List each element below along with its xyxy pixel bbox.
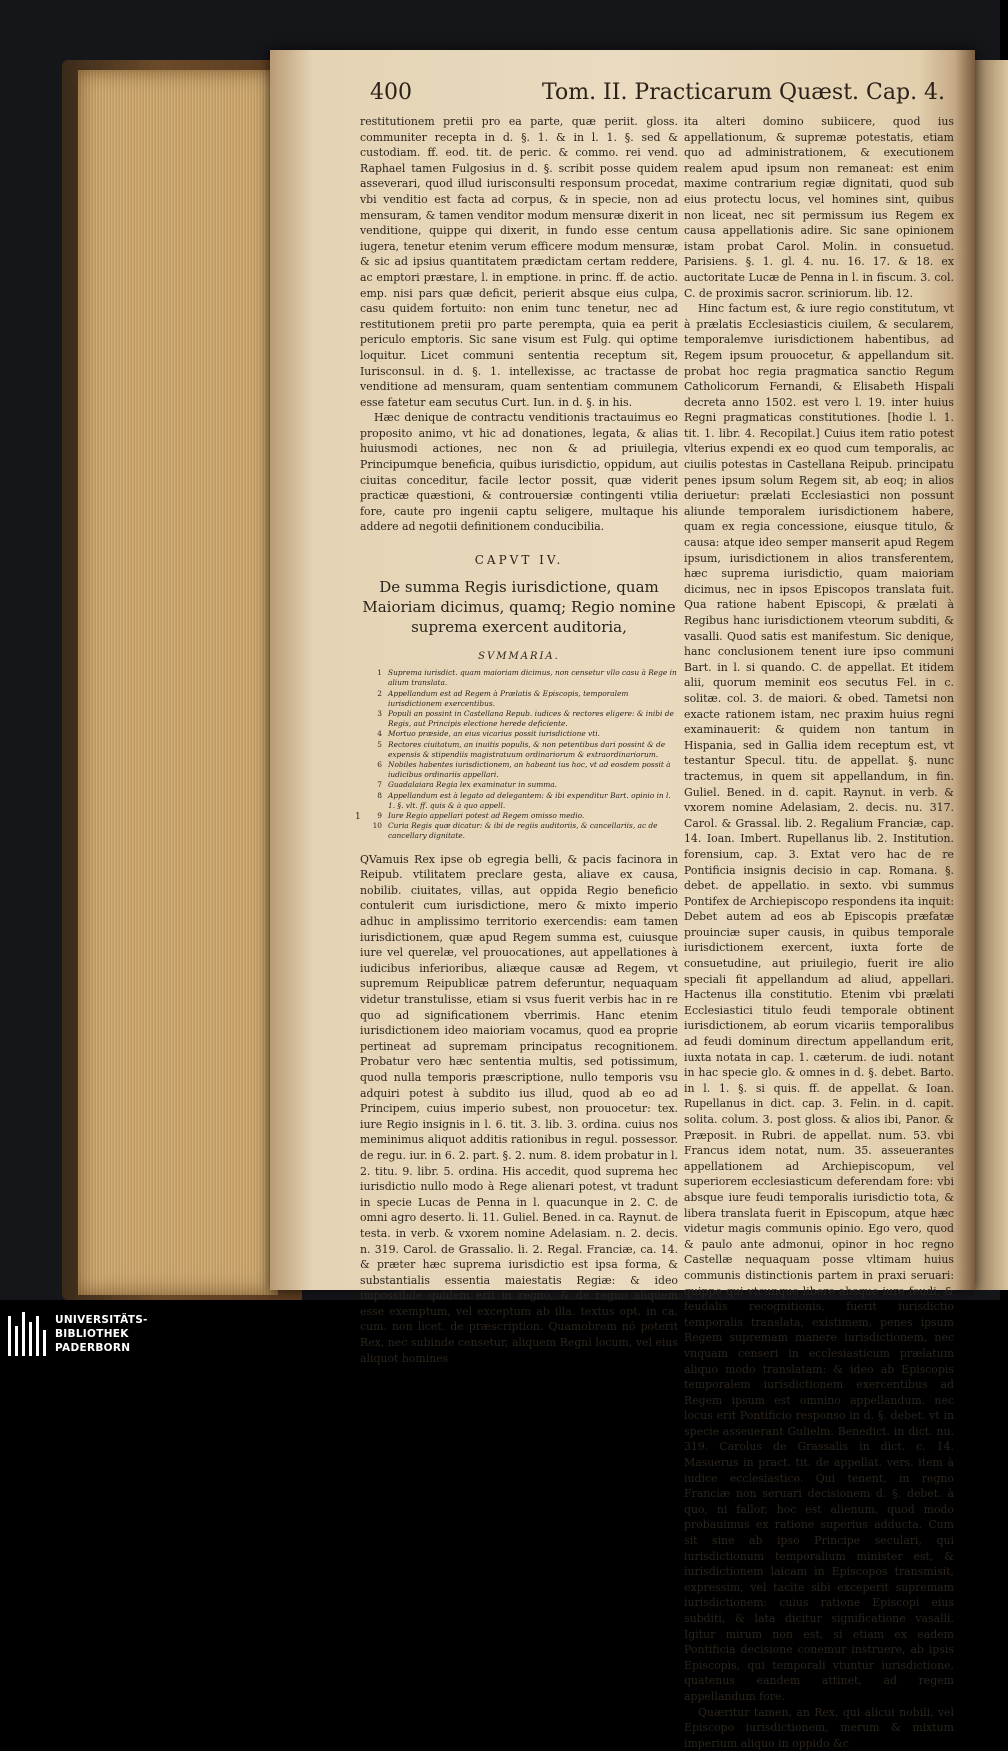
summary-item-text: Rectores ciuitatum, an inuitis populis, & non petentibus dari possint & de expensis & stipendiis magistratuum ordinariorum & extraordinariorum. <box>388 739 666 759</box>
summary-item-text: Nobiles habentes iurisdictionem, an habeant ius hoc, vt ad eosdem possit à iudicibus ordinariis appellari. <box>388 760 671 780</box>
summary-item-text: Populi an possint in Castellana Repub. iudices & rectores eligere: & inibi de Regis, aut Principis electione herede deficiente. <box>388 709 674 729</box>
summaria-heading: SVMMARIA. <box>478 650 560 662</box>
page-edges <box>78 70 278 1295</box>
running-title: Tom. II. Practicarum Quæst. Cap. 4. <box>542 80 946 105</box>
library-name-line: PADERBORN <box>55 1342 131 1354</box>
summary-item <box>360 668 678 688</box>
summary-item-number: 10 <box>372 821 382 831</box>
summary-item-number: 4 <box>377 729 382 739</box>
summary-item <box>360 821 678 841</box>
paragraph: Quæritur tamen, an Rex, qui alicui nobili, vel Episcopo iurisdictionem, merum & mixtum imperium aliquo in oppido &c <box>684 1705 954 1750</box>
summary-item-text: Appellandum est à legato ad delegantem: & ibi expenditur Bart. opinio in l. 1. §. vlt. ff. quis & à quo appell. <box>388 790 671 810</box>
paragraph: Hinc factum est, & iure regio constitutum, vt à prælatis Ecclesiasticis ciuilem, & secularem, temporalemve iurisdictionem habentibus, ad Regem ipsum prouocetur, & appellandum sit. probat hoc regia pragmatica sanctio Regum Catholicorum Fernandi, & Elisabeth Hispali decreta anno 1502. est vero l. 19. inter huius Regni pragmaticas constitutiones. [hodie l. 1. tit. 1. libr. 4. Recopilat.] Cuius item ratio potest vlterius expendi ex eo quod cum temporalis, ac ciuilis potestas in Castellana Reipub. principatu penes ipsum solum Regem sit, ab eoq; in alios deriuetur: prælati Ecclesiastici non possunt aliunde temporalem iurisdictionem habere, quam ex regia concessione, eiusque titulo, & causa: atque ideo semper manserit apud Regem ipsum, iurisdictionem in alios transferentem, hæc suprema iurisdictio, quam maioriam dicimus, nec in ipsos Episcopos translata fuit. Qua ratione habent Episcopi, & prælati à Regibus hanc iurisdictionem vteorum subditi, & vasalli. Quod satis est manifestum. Sic denique, hanc conclusionem tenent iure ipso communi Bart. in l. si quando. C. de appellat. Et itidem alii, quorum meminit eos secutus Fel. in c. solitæ. col. 3. de maiori. & obed. Tametsi non exacte rationem istam, nec praxim huius regni examinauerit: & quidem non tantum in Hispania, sed in Gallia idem receptum est, vt testantur Specul. titu. de appellat. §. nunc tractemus, in quem sit appellandum, in fin. Guliel. Bened. in d. capit. Raynut. in verb. & vxorem nomine Adelasiam, 2. decis. nu. 317. Carol. & Grassal. lib. 2. Regalium Franciæ, cap. 14. Ioan. Imbert. Rupellanus lib. 2. Institution. forensium, cap. 3. Extat vero hac de re Pontificia insignis decisio in cap. Romana. §. debet. de appellatio. in sexto. vbi summus Pontifex de Archiepiscopo respondens ita inquit: Debet autem ad eos ab Episcopis præfatæ prouinciæ super causis, in quibus temporale iurisdictionem exercent, iuxta forte de consuetudine, aut priuilegio, fuerit ire alio speciali fit appellandum ad aliud, appellari. Hactenus illa constitutio. Etenim vbi prælati Ecclesiastici titulo feudi temporale obtinent iurisdictionem, ab eorum vicariis temporalibus ad feudi dominum directum appellandum erit, iuxta notata in cap. 1. cæterum. de iudi. notant in hac specie glo. & omnes in d. §. debet. Barto. in l. 1. §. si quis. ff. de appellat. & Ioan. Rupellanus in dict. cap. 3. Felin. in d. capit. solita. colum. 3. post gloss. & alios ibi, Panor. & Præposit. in Rubri. de appellat. num. 53. vbi Francus idem notat, num. 35. asseuerantes appellationem ad Archiepiscopum, vel superiorem ecclesiasticum deferendam fore: vbi absque iure feudi temporalis iurisdictio tota, & libera translata fuerit in Episcopum, atque hæc videtur magis communis opinio. Ego vero, quod & paulo ante admonui, opinor in hoc regno Castellæ nequaquam posse vltimam huius communis distinctionis partem in praxi seruari: quippe qui vtcunque libere absque iure feudi, & feudalis recognitionis, fuerit iurisdictio temporalis translata, existimem, penes ipsum Regem supremam manere iurisdictionem, nec vnquam censeri in ecclesiasticum prælatum aliquo modo translatam: & ideo ab Episcopis temporalem iurisdictionem exercentibus ad Regem ipsum est omnino appellandum. nec locus erit Pontificio responso in d. §. debet. vt in specie asseuerant Gulielm. Benedict. in dict. nu. 319. Carolus de Grassalis in dict. c. 14. Masuerus in pract. tit. de appellat. vers. item à iudice ecclesiastico. Qui tenent, in regno Franciæ non seruari decisionem d. §. debet. à quo, ni fallor, hoc est alienum, quod modo probauimus ex ratione superius adducta. Cum sit sine ab ipso Principe seculari, qui iurisdictionum temporalium minister est, & iurisdictionem laicam in Episcopos transmisit, expressim, vel tacite sibi exceperit supremam iurisdictionem: cuius ratione Episcopi eius subditi, & lata dicitur significatione vasalli. Igitur mirum non est, si etiam ex eadem Pontificia decisione conemur instruere, ab ipsis Episcopis, qui temporali vtuntur iurisdictione, quatenus eandem attinet, ad regem appellandum fore. <box>684 302 954 1703</box>
summary-item-number: 1 <box>377 668 382 678</box>
summary-item-text: Iure Regio appellari potest ad Regem omisso medio. <box>388 811 585 821</box>
summary-item-number: 7 <box>377 780 382 790</box>
paragraph: QVamuis Rex ipse ob egregia belli, & pacis facinora in Reipub. vtilitatem preclare gesta, aliave ex causa, nobilib. ciuitates, villas, aut oppida Regio beneficio contulerit cum iurisdictione, mero & mixto imperio adhuc in amplissimo territorio exercendis: eam tamen iurisdictionem, quæ apud Regem summa est, cuiusque iure vel querelæ, vel prouocationes, aut appellationes à iudicibus inferioribus, aliæque causæ ad Regem, vt supremum Reipublicæ patrem deferuntur, nequaquam videtur transtulisse, etiam si vsus fuerit verbis hac in re quo ad significationem vberrimis. Hanc etenim iurisdictionem ideo maioriam vocamus, quod ea proprie pertineat ad supremam principatus recognitionem. Probatur vero hæc sententia multis, sed potissimum, quod nulla temporis præscriptione, nullo temporis vsu adquiri potest à subdito ius illud, quod ab eo ad Principem, cuius imperio subest, non prouocetur: tex. iure Regio insignis in l. 6. tit. 3. lib. 3. ordina. cuius nos meminimus aliquot additis rationibus in regul. possessor. de regu. iur. in 6. 2. part. §. 2. num. 8. idem probatur in l. 2. titu. 9. libr. 5. ordina. His accedit, quod suprema hec iurisdictio nullo modo à Rege alienari potest, vt tradunt in specie Lucas de Penna in l. quacunque in 2. C. de omni agro deserto. li. 11. Guliel. Bened. in ca. Raynut. de testa. in verb. & vxorem nomine Adelasiam. n. 2. decis. n. 319. Carol. de Grassalio. li. 2. Regal. Franciæ, ca. 14. & præter hæc suprema iurisdictio est ipsa forma, & substantialis essentia maiestatis Regiæ: & ideo impossibile quidem erit in regno, & de regno aliquem esse exemptum, vel exceptum ab illa. textus opt. in ca. cum. non licet. de præscription. Quamobrem nó poterit Rex, nec subinde censetur, aliquem Regni locum, vel eius aliquot homines <box>360 852 678 1365</box>
summary-item <box>360 791 678 811</box>
summary-item-number: 2 <box>377 688 382 698</box>
summary-item <box>360 709 678 729</box>
library-name-line: UNIVERSITÄTS- <box>55 1314 148 1326</box>
summary-item <box>360 740 678 760</box>
summary-item-number: 9 <box>377 811 382 821</box>
chapter-heading: CAPVT IV. <box>474 553 564 568</box>
summary-item <box>360 689 678 709</box>
summary-item <box>360 760 678 780</box>
summary-item-number: 8 <box>377 790 382 800</box>
right-column <box>684 114 954 1751</box>
library-name-line: BIBLIOTHEK <box>55 1328 129 1340</box>
summary-item-text: Curia Regis quæ dicatur: & ibi de regiis auditoriis, & cancellariis, ac de cancellary dignitate. <box>388 821 658 841</box>
left-column <box>360 114 678 1366</box>
chapter-title: De summa Regis iurisdictione, quam Maioriam dicimus, quamq; Regio nomine suprema exercent auditoria, <box>362 577 676 636</box>
summary-item-number: 3 <box>377 709 382 719</box>
page-gutter <box>955 50 975 1290</box>
summary-item-number: 5 <box>377 739 382 749</box>
library-name <box>55 1313 148 1355</box>
summary-item-number: 6 <box>377 760 382 770</box>
summary-item <box>360 811 678 821</box>
summary-item-text: Suprema iurisdict. quam maioriam dicimus, non censetur vllo casu à Rege in alium translata. <box>388 668 677 688</box>
summary-item-text: Appellandum est ad Regem à Prælatis & Episcopis, temporalem iurisdictionem exercentibus. <box>388 688 629 708</box>
paragraph: ita alteri domino subiicere, quod ius appellationum, & supremæ potestatis, etiam quo ad administrationem, & executionem realem apud ipsum non remaneat: est enim maxime contrarium regiæ dignitati, quod sub eius protectu locus, vel homines sint, quibus non liceat, nec sit permissum ius Regem ex causa appellationis adire. Sic sane opinionem istam probat Carol. Molin. in consuetud. Parisiens. §. 1. gl. 4. nu. 16. 17. & 18. ex auctoritate Lucæ de Penna in l. in fiscum. 3. col. C. de proximis sacror. scriniorum. lib. 12. <box>684 115 954 300</box>
page-number: 400 <box>370 80 412 105</box>
paragraph: restitutionem pretii pro ea parte, quæ periit. gloss. communiter recepta in d. §. 1. & in l. 1. §. sed & custodiam. ff. eod. tit. de peric. & commo. rei vend. Raphael tamen Fulgosius in d. §. scribit posse quidem asseverari, quod illud iurisconsulti responsum procedat, vbi venditio est facta ad corpus, & in specie, non ad mensuram, & tamen venditor modum mensuræ dixerit in venditione, quippe qui dixerit, in fundo esse centum iugera, tenetur etenim verum efficere modum mensuræ, & sic ad ipsius quantitatem prædictam certam reddere, ac emptori præstare, l. in emptione. in princ. ff. de actio. emp. nisi pars quæ deficit, perierit absque eius culpa, casu quidem fortuito: non enim tunc tenetur, nec ad restitutionem pretii pro parte perempta, quia ea perit periculo emptoris. Sic sane visum est Fulg. qui optime loquitur. Licet communi sententia receptum sit, Iurisconsul. in d. §. 1. intellexisse, ac tractasse de venditione ad mensuram, quam sententiam communem esse fatetur eam secutus Curt. Iun. in d. §. in his. <box>360 115 678 409</box>
paragraph: Hæc denique de contractu venditionis tractauimus eo proposito animo, vt hic ad donationes, legata, & alias huiusmodi actiones, nec non & ad priuilegia, Principumque beneficia, quibus iurisdictio, oppidum, aut ciuitas conceditur, facile lector possit, quæ viderit practicæ quæstioni, & controuersiæ contingenti vtilia fore, caute pro ingenii captu seligere, multaque his addere ad negotii definitionem conducibilia. <box>360 411 678 534</box>
summary-item <box>360 780 678 790</box>
margin-number: 1 <box>355 812 361 822</box>
summary-item-text: Guadalaiara Regia lex examinatur in summa. <box>388 780 557 790</box>
library-logo <box>8 1312 48 1356</box>
summary-item <box>360 729 678 739</box>
summary-item-text: Mortuo præside, an eius vicarius possit iurisdictione vti. <box>388 729 600 739</box>
summaria-list <box>360 668 678 841</box>
running-header <box>370 80 950 112</box>
